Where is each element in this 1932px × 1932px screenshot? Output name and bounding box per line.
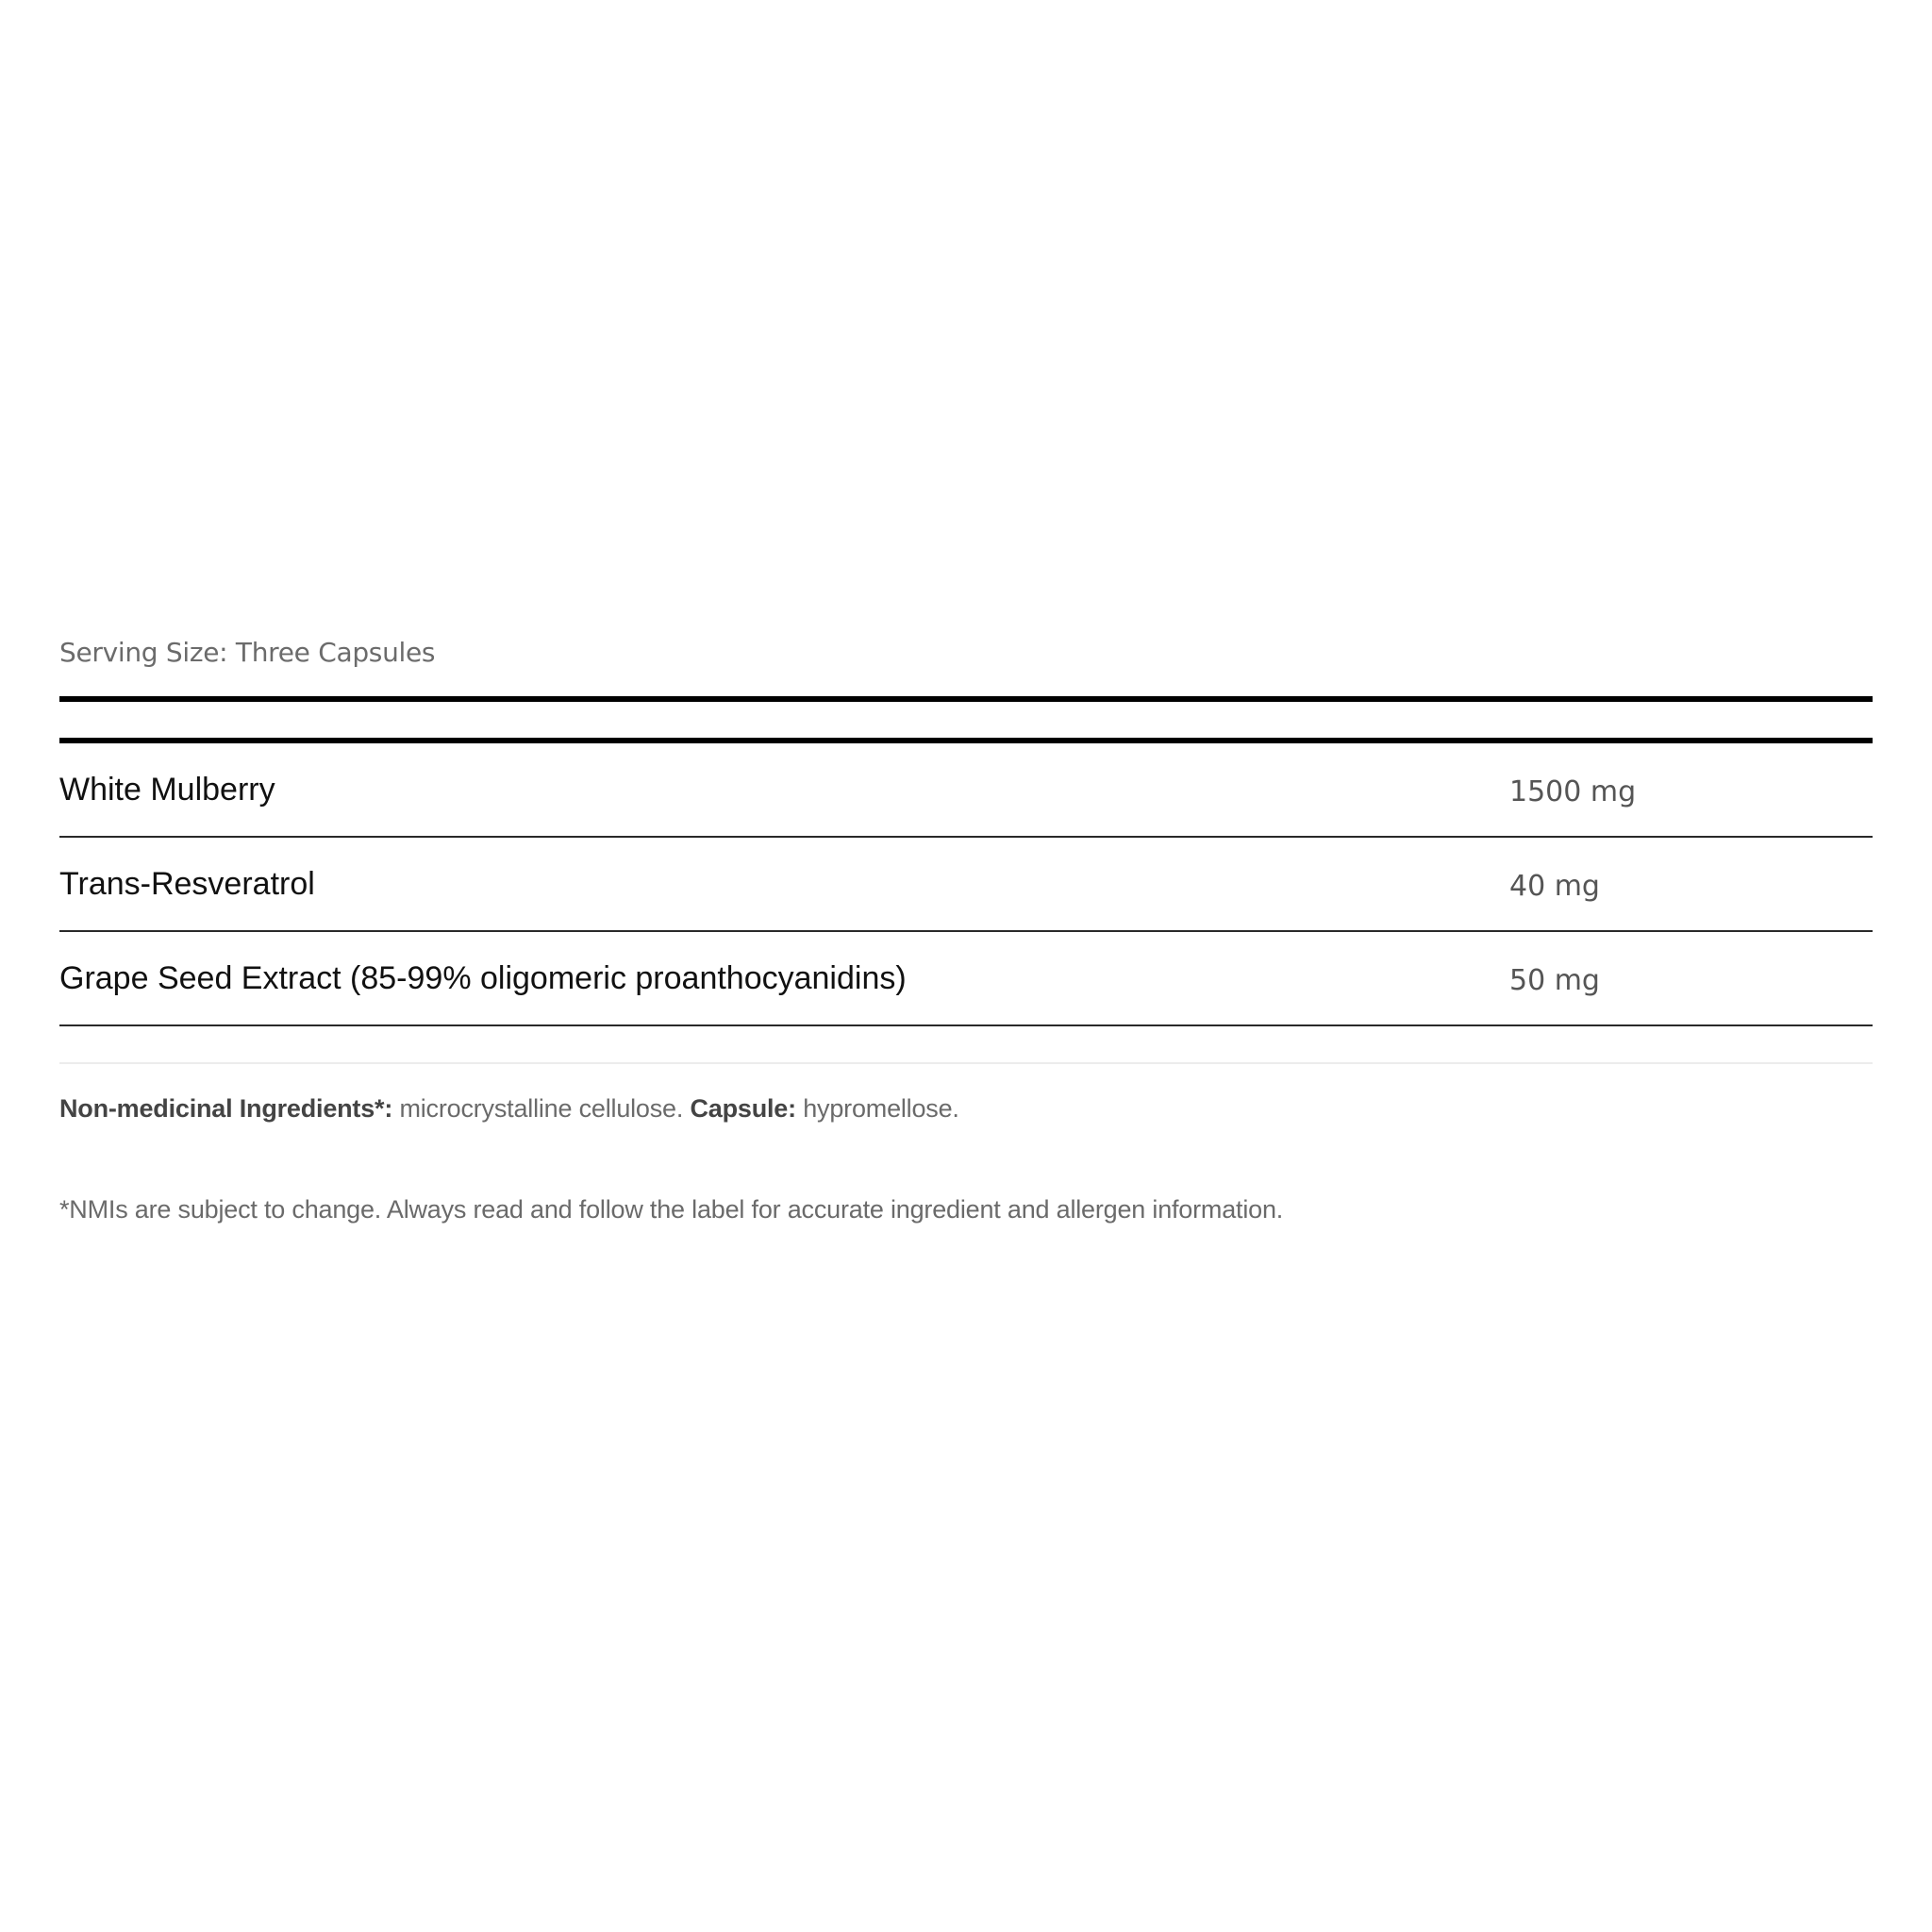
ingredient-amount: 50 mg <box>1509 964 1600 997</box>
ingredient-name: Grape Seed Extract (85-99% oligomeric proanthocyanidins) <box>59 960 907 996</box>
non-medicinal-value: microcrystalline cellulose. <box>399 1094 684 1123</box>
light-divider <box>59 1062 1873 1064</box>
serving-size-label: Serving Size: <box>59 637 228 668</box>
ingredients-table <box>59 743 1873 1026</box>
capsule-label: Capsule: <box>690 1094 796 1123</box>
nmi-disclaimer: *NMIs are subject to change. Always read and follow the label for accurate ingredient and allergen information. <box>59 1195 1284 1224</box>
non-medicinal-label: Non-medicinal Ingredients*: <box>59 1094 393 1123</box>
serving-size-value: Three Capsules <box>235 637 436 668</box>
table-row <box>59 743 1873 838</box>
ingredient-name: Trans-Resveratrol <box>59 866 315 902</box>
table-row <box>59 838 1873 932</box>
ingredient-name: White Mulberry <box>59 772 275 808</box>
non-medicinal-ingredients <box>59 1094 959 1124</box>
thick-divider-top <box>59 696 1873 702</box>
ingredient-amount: 1500 mg <box>1509 775 1637 808</box>
serving-size <box>59 637 435 668</box>
capsule-value: hypromellose. <box>803 1094 959 1123</box>
ingredient-amount: 40 mg <box>1509 870 1600 903</box>
table-row <box>59 932 1873 1026</box>
